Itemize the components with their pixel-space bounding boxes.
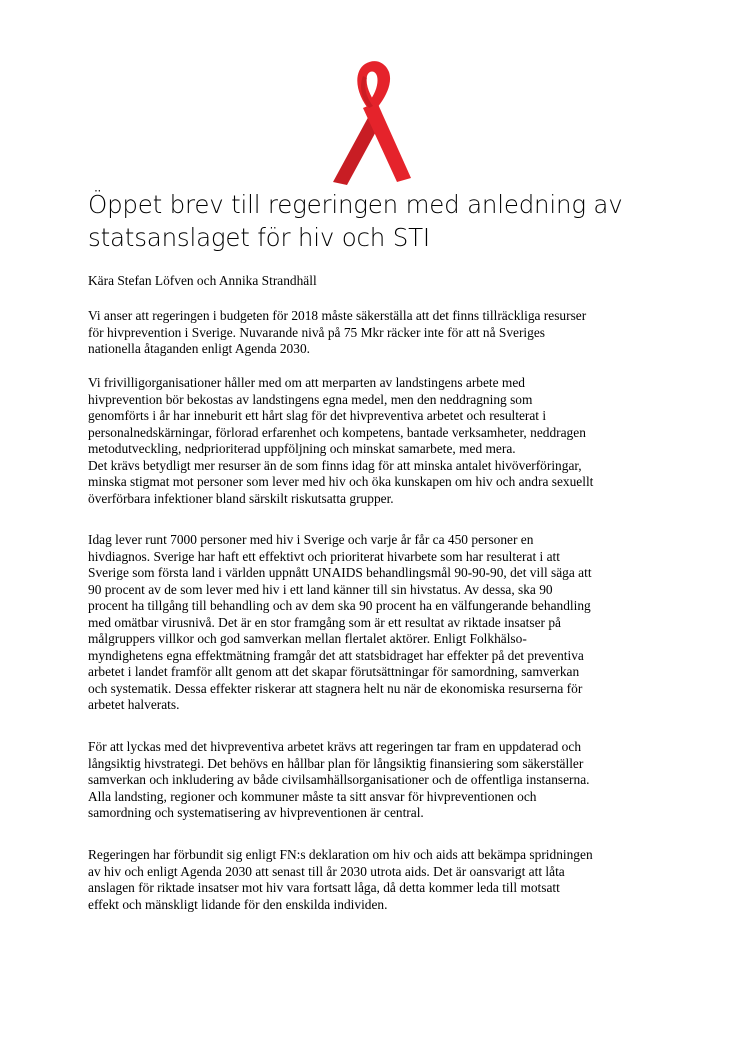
- title-line: Öppet brev till regeringen med anledning av: [88, 190, 623, 219]
- paragraph-strategy: [88, 739, 728, 822]
- text-line: överförbara infektioner bland särskilt riskutsatta grupper.: [88, 490, 394, 506]
- text-line: För att lyckas med det hivpreventiva arbetet krävs att regeringen tar fram en uppdaterad och: [88, 739, 582, 754]
- text-line: Sverige som första land i världen uppnått UNAIDS behandlingsmål 90-90-90, det vill säga att: [88, 565, 592, 580]
- text-line: Alla landsting, regioner och kommuner måste ta sitt ansvar för hivpreventionen och: [88, 788, 537, 804]
- paragraph-organisations: [88, 375, 728, 507]
- text-line: Vi frivilligorganisationer håller med om att merparten av landstingens arbete med: [88, 375, 525, 390]
- text-line: Idag lever runt 7000 personer med hiv i Sverige och varje år får ca 450 personer en: [88, 532, 534, 547]
- text-line: hivprevention bör bekostas av landstingens egna medel, men den neddragning som: [88, 391, 533, 407]
- text-line: med omätbar virusnivå. Det är en stor framgång som är ett resultat av riktade insatser på: [88, 614, 561, 630]
- text-line: effekt och mänskligt lidande för den enskilda individen.: [88, 896, 388, 912]
- text-line: nationella åtaganden enligt Agenda 2030.: [88, 341, 310, 356]
- text-line: samordning och systematisering av hivpreventionen är central.: [88, 805, 424, 820]
- salutation: Kära Stefan Löfven och Annika Strandhäll: [88, 273, 317, 288]
- text-line: minska stigmat mot personer som lever med hiv och öka kunskapen om hiv och andra sexuellt: [88, 474, 594, 489]
- text-line: Vi anser att regeringen i budgeten för 2018 måste säkerställa att det finns tillräckliga resurser: [88, 308, 587, 323]
- text-line: långsiktig hivstrategi. Det behövs en hållbar plan för långsiktig finansiering som säkerställer: [88, 755, 584, 771]
- text-line: procent ha tillgång till behandling och av dem ska 90 procent ha en välfungerande behandling: [88, 598, 591, 613]
- text-line: anslagen för riktade insatser mot hiv vara fortsatt låga, då detta kommer leda till motsatt: [88, 880, 560, 895]
- text-line: arbetet i landet framför allt genom att det skapar förutsättningar för samordning, samverkan: [88, 664, 580, 679]
- text-line: Regeringen har förbundit sig enligt FN:s deklaration om hiv och aids att bekämpa spridningen: [88, 847, 593, 862]
- text-line: Det krävs betydligt mer resurser än de som finns idag för att minska antalet hivöverföringar,: [88, 457, 582, 473]
- title-line: statsanslaget för hiv och STI: [88, 223, 430, 252]
- text-line: samverkan och inkludering av både civilsamhällsorganisationer och de offentliga instanserna.: [88, 772, 590, 787]
- text-line: myndighetens egna effektmätning framgår det att statsbidraget har effekter på det preventiva: [88, 647, 584, 663]
- text-line: 90 procent av de som lever med hiv i ett land känner till sin hivstatus. Av dessa, ska 90: [88, 581, 553, 597]
- text-line: hivdiagnos. Sverige har haft ett effektivt och prioriterat hivarbete som har resulterat i att: [88, 548, 560, 564]
- text-line: och systematik. Dessa effekter riskerar att stagnera helt nu när de ekonomiska resurserna för: [88, 680, 583, 696]
- text-line: målgruppers villkor och god samverkan mellan flertalet aktörer. Enligt Folkhälso-: [88, 631, 527, 646]
- text-line: metodutveckling, nedprioriterad uppföljning och minskat samarbete, med mera.: [88, 441, 516, 456]
- letter-title: [88, 188, 708, 254]
- text-line: för hivprevention i Sverige. Nuvarande nivå på 75 Mkr räcker inte för att nå Sveriges: [88, 324, 545, 340]
- text-line: arbetet halverats.: [88, 697, 180, 712]
- red-ribbon-icon: [327, 58, 415, 186]
- paragraph-budget: [88, 308, 728, 358]
- text-line: genomförts i år har inneburit ett hårt slag för det hivpreventiva arbetet och resulterat i: [88, 408, 547, 423]
- paragraph-statistics: [88, 532, 728, 714]
- paragraph-commitment: [88, 847, 728, 913]
- text-line: av hiv och enligt Agenda 2030 att senast till år 2030 utrota aids. Det är oansvarigt att låta: [88, 863, 565, 879]
- text-line: personalnedskärningar, förlorad erfarenhet och kompetens, bantade verksamheter, neddragen: [88, 424, 586, 440]
